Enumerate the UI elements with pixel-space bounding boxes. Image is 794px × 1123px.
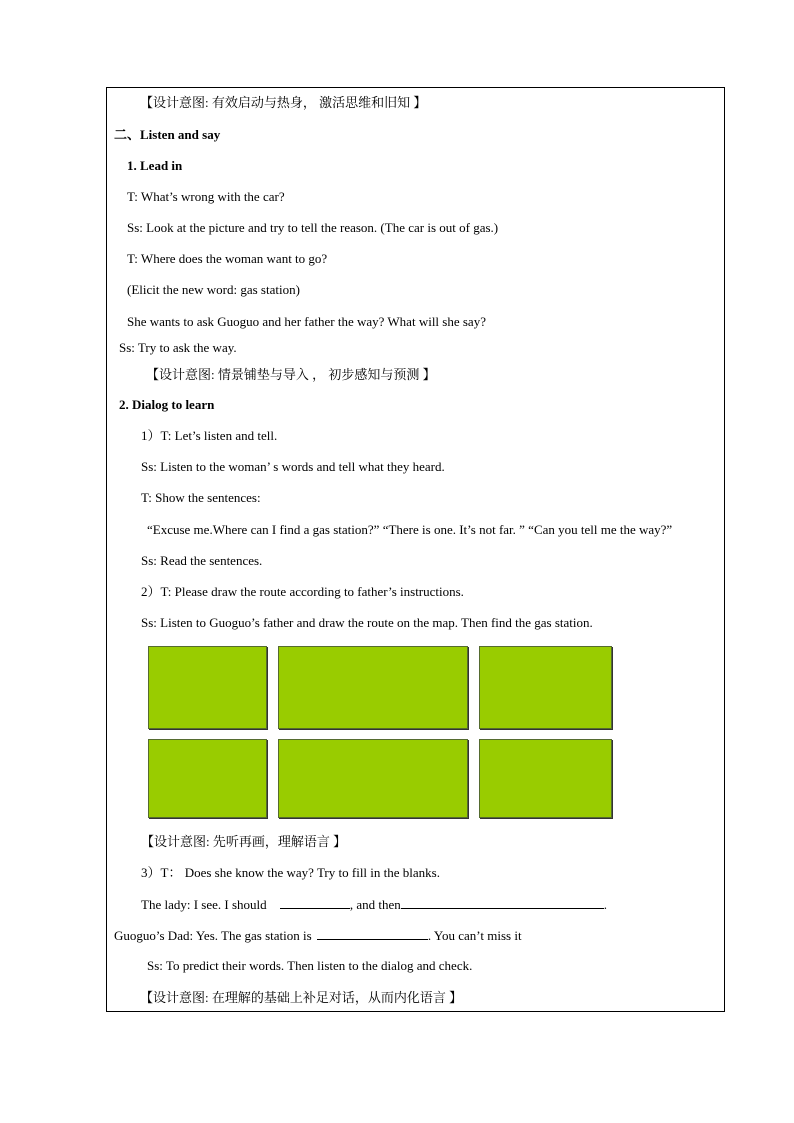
map-block-top-left — [148, 646, 267, 729]
design-intent-2: 【设计意图: 情景铺垫与导入 ， 初步感知与预测 】 — [146, 367, 436, 382]
map-block-top-middle — [278, 646, 468, 729]
elicit-note: (Elicit the new word: gas station) — [127, 282, 300, 297]
design-intent-3: 【设计意图: 先听再画，理解语言 】 — [141, 834, 347, 849]
subheading-lead-in: 1. Lead in — [127, 158, 183, 173]
students-line-1: Ss: Look at the picture and try to tell the reason. (The car is out of gas.) — [127, 220, 499, 235]
ask-way-line: She wants to ask Guoguo and her father the way? What will she say? — [127, 314, 486, 329]
students-line-5: Ss: Listen to Guoguo’s father and draw the route on the map. Then find the gas station. — [141, 615, 593, 630]
dad-line-start: Guoguo’s Dad: Yes. The gas station is — [114, 928, 312, 943]
map-block-bottom-right — [479, 739, 612, 818]
dad-line — [114, 927, 522, 944]
map-block-top-right — [479, 646, 612, 729]
step-1-line: 1）T: Let’s listen and tell. — [141, 428, 278, 443]
teacher-line-2: T: Where does the woman want to go? — [127, 251, 328, 266]
map-block-bottom-middle — [278, 739, 468, 818]
dad-blank[interactable] — [317, 927, 428, 940]
lady-line — [141, 896, 607, 913]
step-2-line: 2）T: Please draw the route according to father’s instructions. — [141, 584, 464, 599]
teacher-line-3: T: Show the sentences: — [141, 490, 261, 505]
lady-blank-2[interactable] — [401, 896, 604, 909]
dad-line-end: . You can’t miss it — [427, 928, 522, 943]
subheading-dialog-to-learn: 2. Dialog to learn — [119, 397, 215, 412]
teacher-line-1: T: What’s wrong with the car? — [127, 189, 285, 204]
lady-line-start: The lady: I see. I should — [141, 897, 267, 912]
step-3-line: 3）T： Does she know the way? Try to fill in the blanks. — [141, 865, 440, 880]
section-heading-listen-and-say: 二、Listen and say — [114, 127, 221, 142]
lady-blank-1[interactable] — [280, 896, 350, 909]
lady-line-end: . — [603, 897, 608, 912]
students-line-4: Ss: Read the sentences. — [141, 553, 263, 568]
lady-line-middle: , and then — [349, 897, 401, 912]
design-intent-1: 【设计意图: 有效启动与热身， 激活思维和旧知 】 — [140, 95, 427, 110]
dialog-sentences: “Excuse me.Where can I find a gas station?” “There is one. It’s not far. ” “Can you tell me the way?” — [147, 522, 673, 537]
students-line-3: Ss: Listen to the woman’ s words and tell what they heard. — [141, 459, 445, 474]
map-block-bottom-left — [148, 739, 267, 818]
students-line-6: Ss: To predict their words. Then listen to the dialog and check. — [147, 958, 473, 973]
students-line-2: Ss: Try to ask the way. — [119, 340, 237, 355]
design-intent-4: 【设计意图: 在理解的基础上补足对话，从而内化语言 】 — [140, 990, 463, 1005]
